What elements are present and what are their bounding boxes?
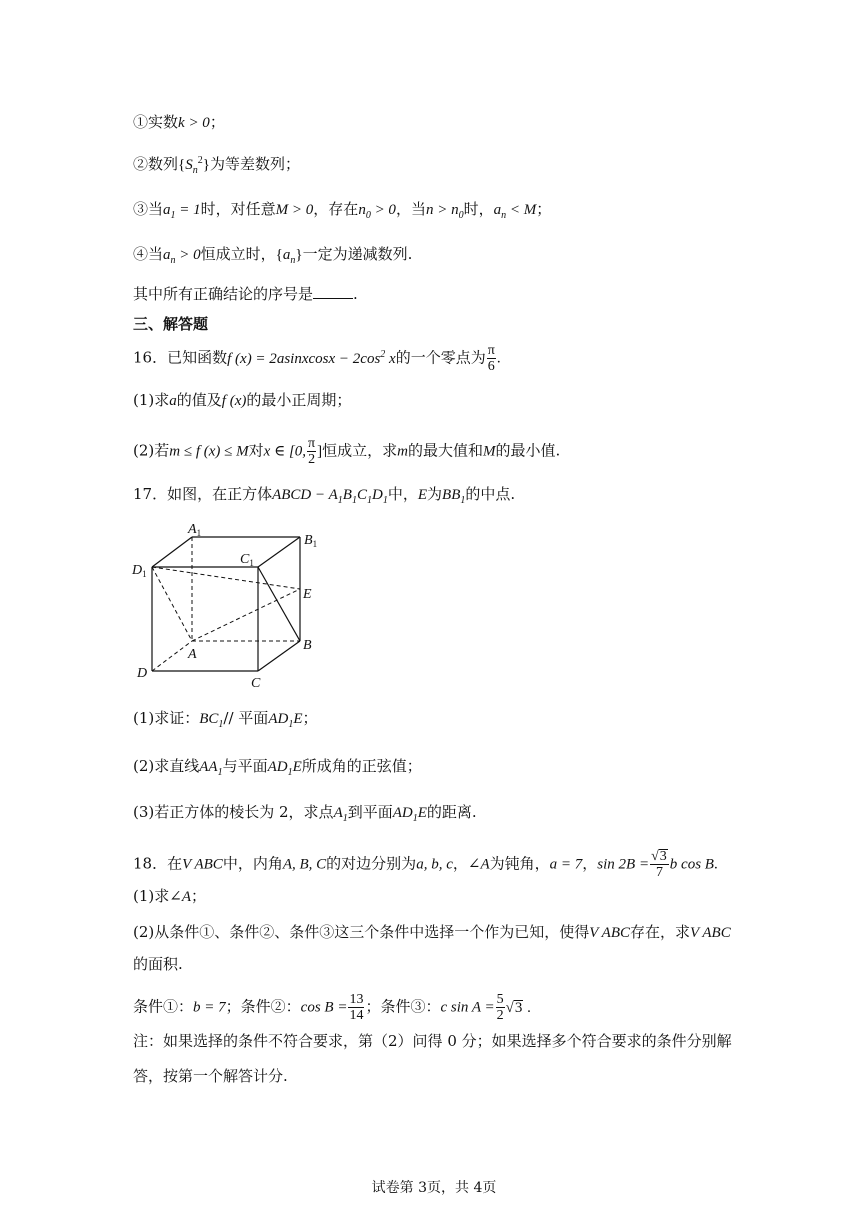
- math: $AD_1E$: [392, 805, 427, 824]
- label-b1: $B_1$: [304, 533, 318, 549]
- text: .: [353, 285, 358, 303]
- math: m: [397, 443, 408, 460]
- text: ，当: [395, 200, 426, 218]
- q18-note-2: 答，按第一个解答计分.: [133, 1067, 288, 1085]
- math: $a_1 = 1$: [163, 202, 201, 221]
- fraction: [348, 992, 364, 1023]
- text: 到平面: [347, 803, 393, 821]
- math: ]: [317, 443, 323, 460]
- math: $BC_1$: [199, 711, 224, 730]
- text: (3)若正方体的棱长为 2，求点: [133, 803, 334, 821]
- section-title: 三、解答题: [133, 315, 209, 333]
- text: 的中点.: [465, 485, 516, 503]
- answer-blank: [313, 284, 353, 299]
- condition-1: [133, 112, 225, 133]
- text: 的对边分别为: [326, 854, 417, 873]
- math: E: [417, 487, 428, 503]
- math: $\{S_n^2\}$: [178, 155, 210, 176]
- text: 与平面: [222, 757, 268, 775]
- text: 中，: [387, 485, 418, 503]
- label-c: C: [251, 676, 261, 691]
- math: $BB_1$: [442, 487, 466, 506]
- text: 对: [248, 441, 264, 460]
- q16-part1: [133, 390, 351, 411]
- math: b = 7: [193, 999, 226, 1016]
- text: ；条件②：: [225, 997, 301, 1016]
- text: 时，对任意: [200, 200, 276, 218]
- text: 数列: [148, 155, 179, 173]
- text: 实数: [148, 113, 179, 131]
- q17-part1: [133, 708, 318, 729]
- math: sin 2B =: [597, 856, 650, 873]
- numerator: √3: [651, 849, 667, 864]
- math: M > 0: [275, 202, 314, 218]
- math: ABCD − $A_1B_1C_1D_1$: [272, 487, 388, 506]
- q18-stem: [133, 849, 718, 880]
- math: m ≤ f (x) ≤ M: [169, 443, 249, 460]
- text: (2)若: [133, 441, 170, 460]
- edge-c1b: [258, 567, 300, 641]
- numerator: π: [308, 436, 316, 451]
- text: (2)求直线: [133, 757, 200, 775]
- math: V ABC: [182, 856, 223, 873]
- edge-c1b1: [258, 537, 300, 567]
- edge-d1a: [152, 567, 192, 641]
- text: (1)求: [133, 391, 170, 409]
- denominator: 7: [655, 865, 663, 880]
- math: M: [483, 443, 496, 460]
- edge-d1e: [152, 567, 300, 589]
- text: 为等差数列；: [209, 155, 300, 173]
- text: 当: [148, 200, 164, 218]
- text: ；: [302, 709, 318, 727]
- denominator: 2: [308, 452, 316, 467]
- math: k > 0: [178, 115, 210, 131]
- math: $A_1$: [333, 805, 348, 824]
- text: 条件①：: [133, 997, 194, 1016]
- denominator: 2: [496, 1008, 504, 1023]
- text: 17．如图，在正方体: [133, 485, 273, 503]
- condition-3: [133, 199, 551, 220]
- text: ；: [191, 887, 207, 905]
- cube-figure: [130, 518, 330, 697]
- text: ；: [536, 200, 552, 218]
- text: 存在，求: [629, 923, 690, 941]
- numerator: 13: [349, 992, 364, 1007]
- edge-d1a1: [152, 537, 192, 567]
- text: 的面积.: [133, 955, 183, 973]
- q17-part3: [133, 802, 477, 823]
- text: 当: [148, 245, 164, 263]
- q18-note-1: 注：如果选择的条件不符合要求，第（2）问得 0 分；如果选择多个符合要求的条件分别解: [133, 1032, 732, 1050]
- marker: ④: [133, 245, 149, 263]
- text: 的距离.: [426, 803, 477, 821]
- denominator: 6: [487, 359, 495, 374]
- math: $AD_1E$: [267, 759, 302, 778]
- text: 的最小值.: [495, 441, 561, 460]
- text: 恒成立，求: [322, 441, 398, 460]
- text: (1)求: [133, 887, 170, 905]
- text: 所成角的正弦值；: [301, 757, 422, 775]
- label-d: D: [137, 666, 148, 681]
- text: 一定为递减数列.: [302, 245, 413, 263]
- text: 其中所有正确结论的序号是: [133, 285, 314, 303]
- text: ，: [452, 854, 468, 873]
- label-c1: $C_1$: [240, 552, 254, 568]
- numerator: π: [487, 343, 495, 358]
- text: ；: [209, 113, 225, 131]
- math: $AD_1E$: [268, 711, 303, 730]
- text: 的最小正周期；: [246, 391, 352, 409]
- page-footer: 试卷第 3页，共 4页: [371, 1180, 497, 1196]
- denominator: 14: [349, 1008, 364, 1023]
- marker: ①: [133, 113, 149, 131]
- math: $n > n_0$: [425, 202, 464, 221]
- math: V ABC: [690, 925, 731, 941]
- text: (1)求证：: [133, 709, 200, 727]
- cube-diagram: [130, 518, 330, 693]
- text: ；条件③：: [365, 997, 441, 1016]
- math: cos B =: [300, 999, 348, 1016]
- text: 的最大值和: [407, 441, 483, 460]
- math: ∠A: [169, 889, 191, 905]
- label-e: E: [303, 587, 312, 602]
- label-a: A: [188, 647, 197, 662]
- fraction: [496, 992, 505, 1023]
- label-d1: $D_1$: [132, 563, 147, 579]
- math: ∠A: [467, 856, 490, 873]
- fraction: [487, 343, 496, 374]
- text: 恒成立时，: [200, 245, 276, 263]
- math: A, B, C: [282, 856, 327, 873]
- math: √3 .: [505, 999, 531, 1016]
- math: $a_n > 0$: [163, 247, 201, 266]
- q18-part2-cont: [133, 954, 183, 974]
- edge-da: [152, 641, 192, 671]
- math: b cos B: [669, 856, 714, 873]
- q18-conditions: [133, 992, 531, 1023]
- text: 的值及: [176, 391, 222, 409]
- text: ，: [582, 854, 598, 873]
- question-ask: [133, 284, 358, 304]
- text: ，存在: [313, 200, 359, 218]
- text: .: [496, 350, 501, 367]
- text: 的一个零点为: [395, 348, 486, 367]
- numerator: 5: [496, 992, 504, 1007]
- text: .: [713, 856, 718, 873]
- q18-part1: [133, 886, 206, 907]
- math: x ∈ [0,: [263, 443, 307, 460]
- marker: ③: [133, 200, 149, 218]
- text: 为: [427, 485, 443, 503]
- text: 中，内角: [222, 854, 283, 873]
- marker: ②: [133, 155, 149, 173]
- edge-ae: [192, 589, 300, 641]
- math: a = 7: [549, 856, 583, 873]
- text: 18．在: [133, 854, 183, 873]
- q17-part2: [133, 756, 422, 777]
- math: $a_n < M$: [493, 202, 537, 221]
- math: f (x): [221, 393, 247, 409]
- text: (2)从条件①、条件②、条件③这三个条件中选择一个作为已知，使得: [133, 923, 590, 941]
- q17-stem: [133, 484, 515, 505]
- math: c sin A =: [440, 999, 495, 1016]
- label-b: B: [303, 638, 312, 653]
- math: $\{a_n\}$: [275, 247, 303, 266]
- text: 16．已知函数: [133, 348, 228, 367]
- edge-cb: [258, 641, 300, 671]
- text: 为钝角，: [489, 854, 550, 873]
- text: // 平面: [223, 709, 269, 727]
- q18-part2: [133, 922, 731, 943]
- fraction: [650, 849, 669, 880]
- math: a, b, c: [416, 856, 453, 873]
- math: a: [169, 393, 177, 409]
- math: f (x) = 2asinxcosx − $2\cos^2$ x: [227, 348, 396, 367]
- fraction: [307, 436, 316, 467]
- math: $AA_1$: [199, 759, 223, 778]
- math: $n_0 > 0$: [358, 202, 396, 221]
- condition-4: [133, 244, 412, 265]
- label-a1: $A_1$: [188, 522, 202, 538]
- text: 时，: [463, 200, 494, 218]
- q16-stem: [133, 343, 501, 374]
- condition-2: [133, 154, 300, 175]
- q16-part2: [133, 436, 560, 467]
- math: V ABC: [589, 925, 630, 941]
